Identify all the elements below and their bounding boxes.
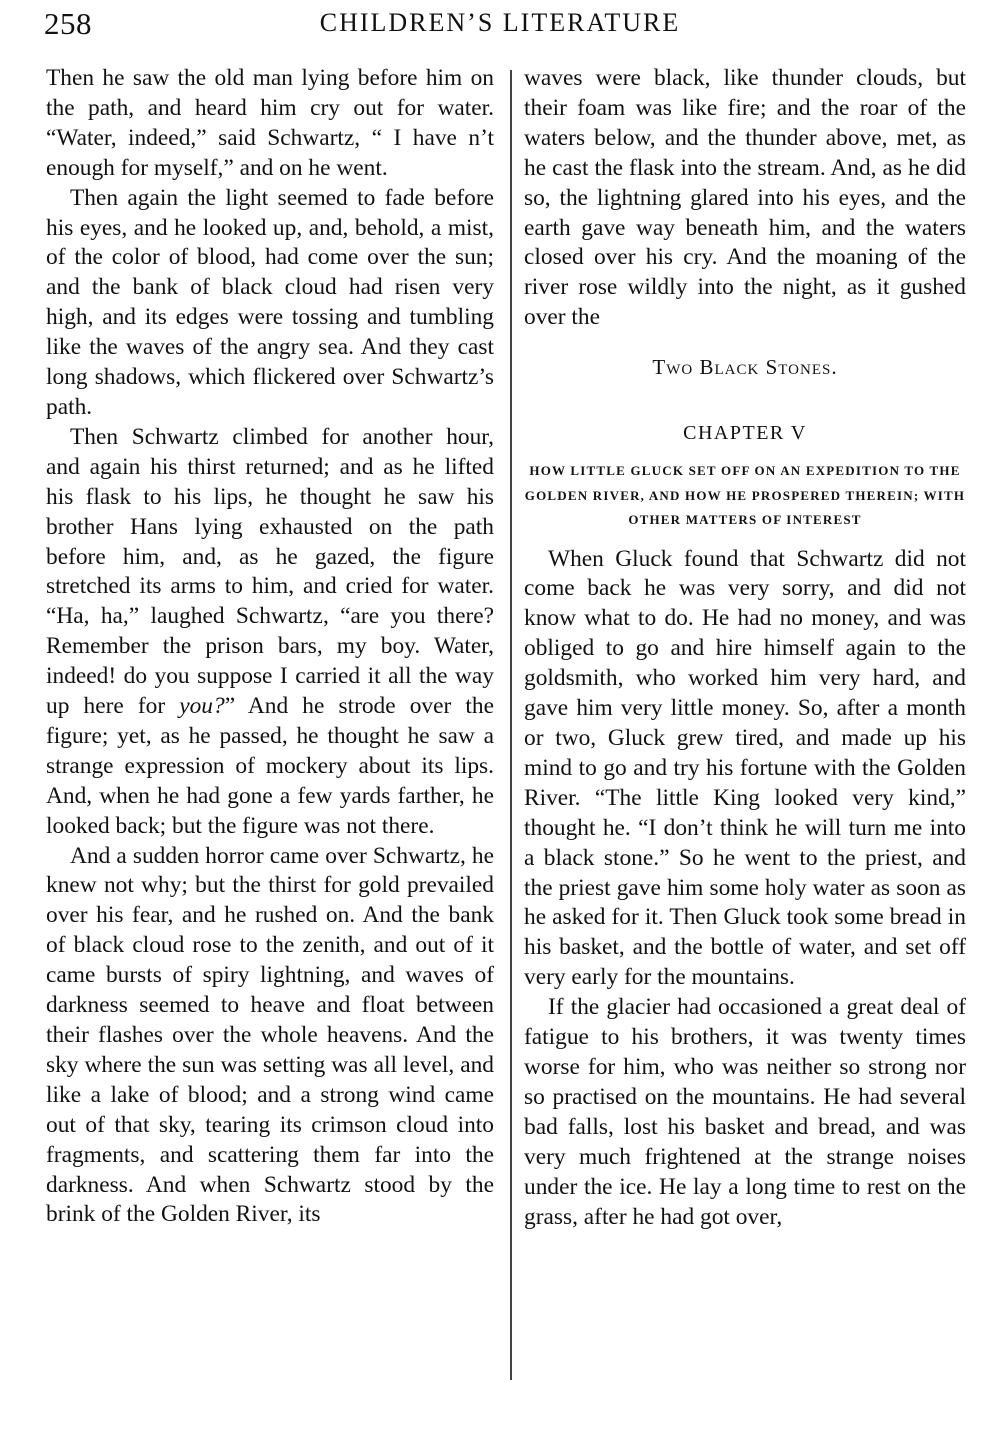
left-column bbox=[46, 64, 494, 1230]
section-end-title: Two Black Stones. bbox=[652, 355, 838, 380]
paragraph: And a sudden horror came over Schwartz, he knew not why; but the thirst for gold prevailed over his fear, and he rushed on. And the bank of black cloud rose to the zenith, and out of it came bursts of spiry lightning, and waves of darkness seemed to heave and float between their flashes over the whole heavens. And the sky where the sun was setting was all level, and like a lake of blood; and a strong wind came out of that sky, tearing its crimson cloud into fragments, and scattering them far into the darkness. And when Schwartz stood by the brink of the Golden River, its bbox=[46, 842, 494, 1228]
paragraph bbox=[46, 423, 494, 842]
paragraph: Then he saw the old man lying before him on the path, and heard him cry out for water. “Water, indeed,” said Schwartz, “ I have n’t enough for myself,” and on he went. bbox=[46, 65, 494, 181]
chapter-summary: HOW LITTLE GLUCK SET OFF ON AN EXPEDITION TO THE GOLDEN RIVER, AND HOW HE PROSPERED THEREIN; WITH OTHER MATTERS OF INTEREST bbox=[524, 463, 966, 528]
running-head: CHILDREN’S LITERATURE bbox=[319, 8, 681, 37]
italic-word: you? bbox=[179, 693, 225, 720]
text-run: Then Schwartz climbed for another hour, and again his thirst returned; and as he lifted his flask to his lips, he thought he saw his brother Hans lying exhausted on the path before him, and, as he gazed, the figure stretched its arms to him, and cried for water. “Ha, ha,” laughed Schwartz, “are you there? Remember the prison bars, my boy. Water, indeed! do you suppose I carried it all the way up here for bbox=[46, 423, 494, 720]
paragraph: When Gluck found that Schwartz did not come back he was very sorry, and did not know what to do. He had no money, and was obliged to go and hire himself again to the goldsmith, who worked him very hard, and gave him very little money. So, after a month or two, Gluck grew tired, and made up his mind to go and try his fortune with the Golden River. “The little King looked very kind,” thought he. “I don’t think he will turn me into a black stone.” So he went to the priest, and the priest gave him some holy water as soon as he asked for it. Then Gluck took some bread in his basket, and the bottle of water, and set off very early for the mountains. bbox=[524, 545, 966, 991]
page-number: 258 bbox=[44, 6, 92, 41]
column-rule bbox=[510, 70, 512, 1380]
paragraph: If the glacier had occasioned a great deal of fatigue to his brothers, it was twenty times worse for him, who was neither so strong nor so practised on the mountains. He had several bad falls, lost his basket and bread, and was very much frightened at the strange noises under the ice. He lay a long time to rest on the grass, after he had got over, bbox=[524, 994, 966, 1230]
paragraph: Then again the light seemed to fade before his eyes, and he looked up, and, behold, a mist, of the color of blood, had come over the sun; and the bank of black cloud had risen very high, and its edges were tossing and tumbling like the waves of the angry sea. And they cast long shadows, which flickered over Schwartz’s path. bbox=[46, 184, 494, 420]
right-column bbox=[524, 64, 966, 1232]
chapter-title: CHAPTER V bbox=[683, 422, 807, 445]
paragraph-continuation: waves were black, like thunder clouds, but their foam was like fire; and the roar of the waters below, and the thunder above, met, as he cast the flask into the stream. And, as he did so, the lightning glared into his eyes, and the earth gave way beneath him, and the waters closed over his cry. And the moaning of the river rose wildly into the night, as it gushed over the bbox=[524, 65, 966, 331]
text-run: ” And he strode over the figure; yet, as he passed, he thought he saw a strange expression of mockery about its lips. And, when he had gone a few yards farther, he looked back; but the figure was not there. bbox=[46, 693, 494, 839]
